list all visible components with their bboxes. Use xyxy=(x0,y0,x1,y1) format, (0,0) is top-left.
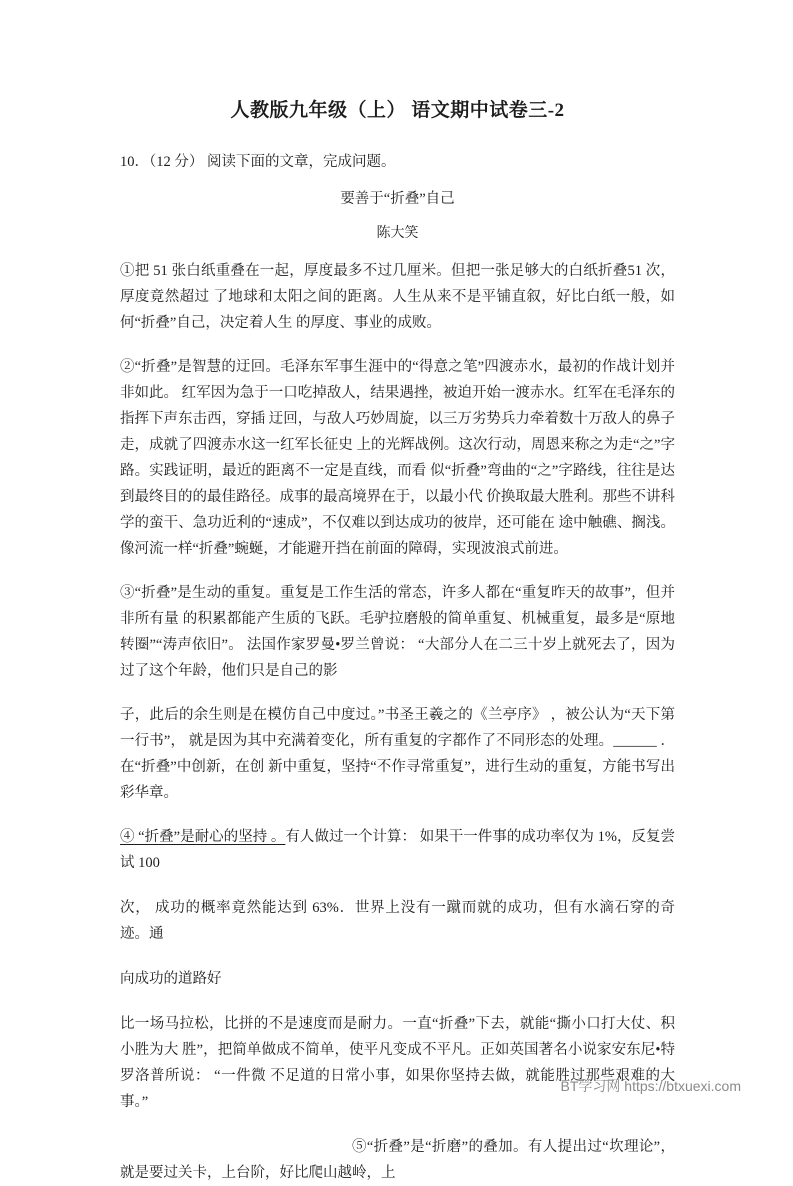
paragraph-4-line-4: 比一场马拉松，比拼的不是速度而是耐力。一直“折叠”下去，就能“撕小口打大仗、积小胜为大 胜”，把简单做成不简单，使平凡变成不平凡。正如英国著名小说家安东尼•特罗洛普所说： “一件微 不足道的日常小事，如果你坚持去做，就能胜过那些艰难的大事。” xyxy=(120,1016,675,1110)
paragraph-4-line-2: 次， 成功的概率竟然能达到 63%．世界上没有一蹴而就的成功，但有水滴石穿的奇迹。通 xyxy=(120,900,675,942)
paragraph-4 xyxy=(120,824,675,876)
paragraph-1: ①把 51 张白纸重叠在一起，厚度最多不过几厘米。但把一张足够大的白纸折叠51 次，厚度竟然超过 了地球和太阳之间的距离。人生从来不是平铺直叙，好比白纸一般，如何“折叠”自己，决定着人生 的厚度、事业的成败。 xyxy=(120,263,675,331)
page-title: 人教版九年级（上） 语文期中试卷三-2 xyxy=(230,100,565,121)
page-footer-watermark: BT学习网 https://btxuexi.com xyxy=(560,1078,741,1094)
paragraph-2: ②“折叠”是智慧的迂回。毛泽东军事生涯中的“得意之笔”四渡赤水，最初的作战计划并非如此。 红军因为急于一口吃掉敌人，结果遇挫，被迫开始一渡赤水。红军在毛泽东的指挥下声东击西，穿插 迂回，与敌人巧妙周旋，以三万劣势兵力牵着数十万敌人的鼻子走，成就了四渡赤水这一红军长征史 上的光辉战例。这次行动，周恩来称之为走“之”字路。实践证明，最近的距离不一定是直线，而看 似“折叠”弯曲的“之”字路线，往往是达到最终目的的最佳路径。成事的最高境界在于，以最小代 价换取最大胜利。那些不讲科学的蛮干、急功近利的“速成”，不仅难以到达成功的彼岸，还可能在 途中触礁、搁浅。像河流一样“折叠”蜿蜒，才能避开挡在前面的障碍，实现波浪式前进。 xyxy=(120,359,675,557)
question-header: 10．（12 分） 阅读下面的文章，完成问题。 xyxy=(120,154,396,170)
paragraph-4-underlined-heading: ④ “折叠”是耐心的坚持 。 xyxy=(120,829,286,845)
paragraph-3: ③“折叠”是生动的重复。重复是工作生活的常态，许多人都在“重复昨天的故事”，但并非所有量 的积累都能产生质的飞跃。毛驴拉磨般的简单重复、机械重复，最多是“原地转圈”“涛声依旧”。 法国作家罗曼•罗兰曾说： “大部分人在二三十岁上就死去了，因为过了这个年龄，他们只是自己的影 xyxy=(120,585,675,679)
paragraph-4-line-3: 向成功的道路好 xyxy=(120,971,222,987)
paragraph-5: ⑤“折叠”是“折磨”的叠加。有人提出过“坎理论”，就是要过关卡，上台阶，好比爬山越岭，上 xyxy=(120,1139,675,1181)
article-author: 陈大笑 xyxy=(376,226,419,241)
paragraph-4-rest: 有人做过一个计算： 如果干一件事的成功率仅为 1%，反复尝试 100 xyxy=(120,829,676,871)
paragraph-3-continued: 子，此后的余生则是在模仿自己中度过。”书圣王羲之的《兰亭序》 ，被公认为“天下第一行书”， 就是因为其中充满着变化，所有重复的字都作了不同形态的处理。______ ．在“折叠”中创新，在创 新中重复，坚持“不作寻常重复”，进行生动的重复，方能书写出彩华章。 xyxy=(120,707,675,801)
article-title: 要善于“折叠”自己 xyxy=(340,191,455,207)
